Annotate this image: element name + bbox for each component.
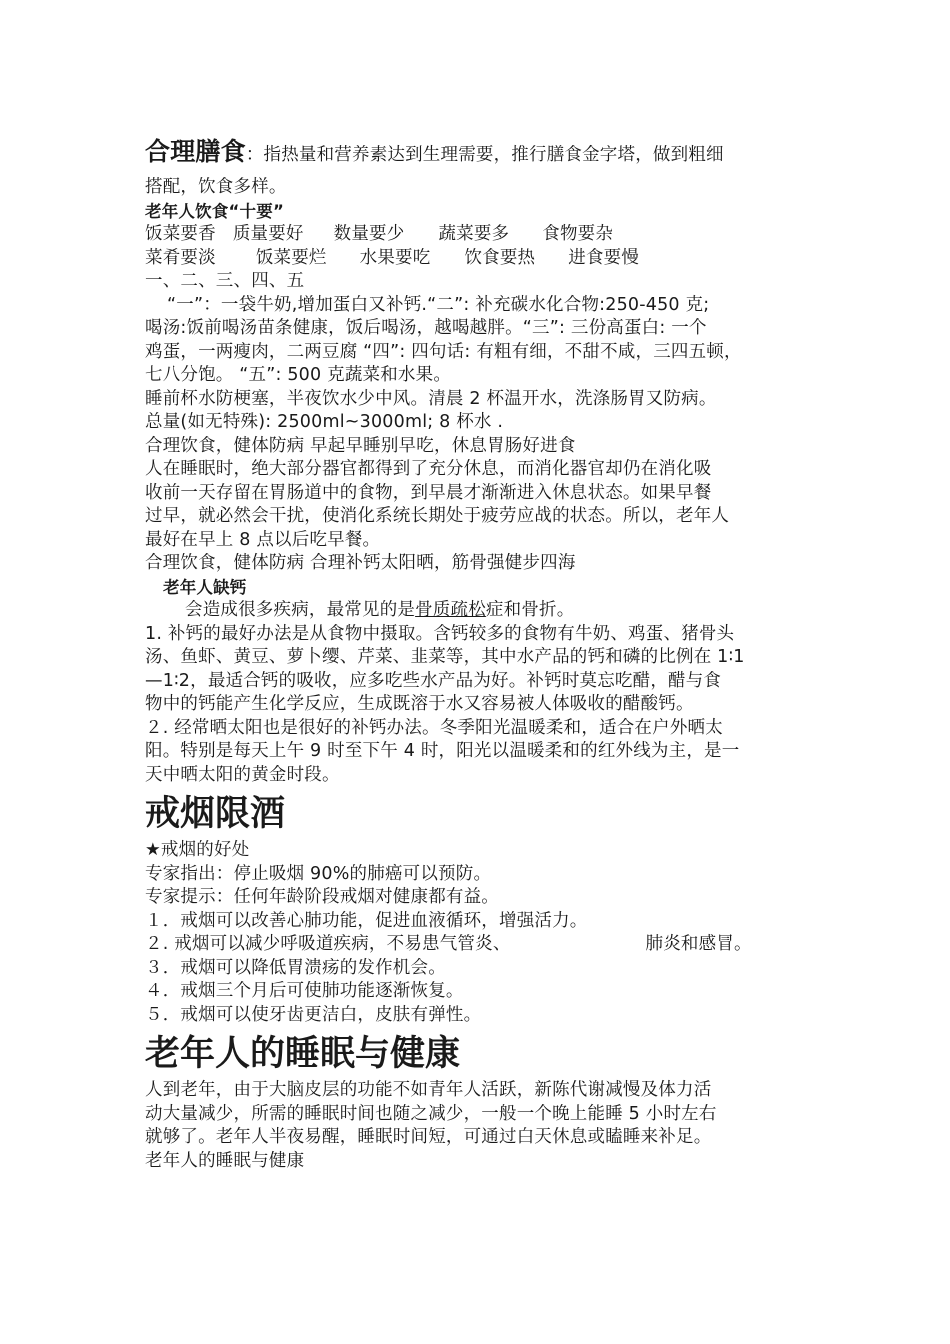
breakfast-line: 过早，就必然会干扰，使消化系统长期处于疲劳应战的状态。所以，老年人 <box>145 506 730 526</box>
calcium-point-1: 1. 补钙的最好办法是从食物中摄取。含钙较多的食物有牛奶、鸡蛋、猪骨头 <box>145 623 735 644</box>
ten-rules-row-1 <box>145 223 820 247</box>
rule-item: 水果要吃 <box>359 247 431 268</box>
document-page <box>145 135 820 1173</box>
smoking-expert-1: 专家指出：停止吸烟 90%的肺癌可以预防。 <box>145 863 492 884</box>
rule-item: 饭菜要烂 <box>255 247 327 268</box>
calcium-point-2: ２. 经常晒太阳也是很好的补钙办法。冬季阳光温暖柔和，适合在户外晒太 <box>145 717 723 738</box>
numbers-line: 喝汤:饭前喝汤苗条健康，饭后喝汤，越喝越胖。“三”: 三份高蛋白: 一个 <box>145 318 707 338</box>
smoking-expert-2: 专家提示：任何年龄阶段戒烟对健康都有益。 <box>145 887 499 907</box>
rule-item: 进食要慢 <box>568 247 640 268</box>
smoking-item-2-tail: 肺炎和感冒。 <box>645 934 752 954</box>
calcium-point-1: 物中的钙能产生化学反应，生成既溶于水又容易被人体吸收的醋酸钙。 <box>145 694 694 714</box>
rule-item: 饮食要热 <box>464 247 536 268</box>
smoking-item <box>145 933 820 957</box>
calcium-point-2: 天中晒太阳的黄金时段。 <box>145 764 340 785</box>
ten-rules-heading: 老年人饮食“十要” <box>145 201 284 221</box>
breakfast-line: 人在睡眠时，绝大部分器官都得到了充分休息，而消化器官却仍在消化吸 <box>145 459 712 479</box>
intro-line <box>145 135 820 172</box>
smoking-item: ３．戒烟可以降低胃溃疡的发作机会。 <box>145 957 446 978</box>
water-line-2: 总量(如无特殊): 2500ml~3000ml; 8 杯水 . <box>145 412 504 432</box>
calcium-intro-pre: 会造成很多疾病，最常见的是 <box>185 600 416 620</box>
smoking-item: ４．戒烟三个月后可使肺功能逐渐恢复。 <box>145 981 464 1001</box>
sleep-title: 老年人的睡眠与健康 <box>145 1034 461 1074</box>
calcium-point-2: 阳。特别是每天上午 9 时至下午 4 时，阳光以温暖柔和的红外线为主，是一 <box>145 741 740 761</box>
calcium-heading: 合理饮食，健体防病 合理补钙太阳晒，筋骨强健步四海 <box>145 553 576 573</box>
smoking-item-2-text: ２. 戒烟可以减少呼吸道疾病，不易患气管炎、 <box>145 934 511 954</box>
rule-item: 数量要少 <box>333 224 405 244</box>
breakfast-heading: 合理饮食，健体防病 早起早睡别早吃，休息胃肠好进食 <box>145 435 576 456</box>
numbers-line: “一”：一袋牛奶,增加蛋白又补钙.“二”: 补充碳水化合物:250-450 克; <box>167 294 710 315</box>
smoking-item: ５．戒烟可以使牙齿更洁白，皮肤有弹性。 <box>145 1004 482 1025</box>
sleep-line: 人到老年，由于大脑皮层的功能不如青年人活跃，新陈代谢减慢及体力活 <box>145 1080 712 1100</box>
smoking-item: １．戒烟可以改善心肺功能，促进血液循环，增强活力。 <box>145 910 588 931</box>
intro-lead: 合理膳食 <box>145 137 246 166</box>
sleep-line: 就够了。老年人半夜易醒，睡眠时间短，可通过白天休息或瞌睡来补足。 <box>145 1127 712 1147</box>
rule-item: 饭菜要香 <box>145 224 216 244</box>
intro-text-2: 搭配，饮食多样。 <box>145 177 287 197</box>
smoking-title: 戒烟限酒 <box>145 794 286 834</box>
calcium-point-1: 汤、鱼虾、黄豆、萝卜缨、芹菜、韭菜等，其中水产品的钙和磷的比例在 1∶1 <box>145 647 745 667</box>
calcium-intro <box>145 599 820 623</box>
water-line-1: 睡前杯水防梗塞，半夜饮水少中风。清晨 2 杯温开水，洗涤肠胃又防病。 <box>145 388 717 409</box>
calcium-intro-post: 症和骨折。 <box>485 600 575 620</box>
osteoporosis-link[interactable]: 骨质疏松 <box>415 600 486 620</box>
numbers-heading: 一、二、三、四、五 <box>145 271 305 291</box>
calcium-point-1: —1∶2，最适合钙的吸收，应多吃些水产品为好。补钙时莫忘吃醋，醋与食 <box>145 670 722 691</box>
sleep-line: 老年人的睡眠与健康 <box>145 1150 305 1171</box>
rule-item: 蔬菜要多 <box>438 224 510 244</box>
breakfast-line: 最好在早上 8 点以后吃早餐。 <box>145 529 381 550</box>
calcium-subheading: 老年人缺钙 <box>163 577 247 597</box>
smoking-star-heading: ★戒烟的好处 <box>145 840 250 860</box>
numbers-line: 七八分饱。 “五”: 500 克蔬菜和水果。 <box>145 365 452 385</box>
breakfast-line: 收前一天存留在胃肠道中的食物，到早晨才渐渐进入休息状态。如果早餐 <box>145 482 712 503</box>
intro-text: ：指热量和营养素达到生理需要，推行膳食金字塔，做到粗细 <box>245 145 724 165</box>
numbers-line: 鸡蛋，一两瘦肉，二两豆腐 “四”: 四句话: 有粗有细，不甜不咸，三四五顿， <box>145 341 742 362</box>
ten-rules-row-2 <box>145 247 820 271</box>
rule-item: 食物要杂 <box>542 224 614 244</box>
rule-item: 菜肴要淡 <box>145 247 216 268</box>
sleep-line: 动大量减少，所需的睡眠时间也随之减少，一般一个晚上能睡 5 小时左右 <box>145 1103 717 1124</box>
rule-item: 质量要好 <box>232 224 304 244</box>
